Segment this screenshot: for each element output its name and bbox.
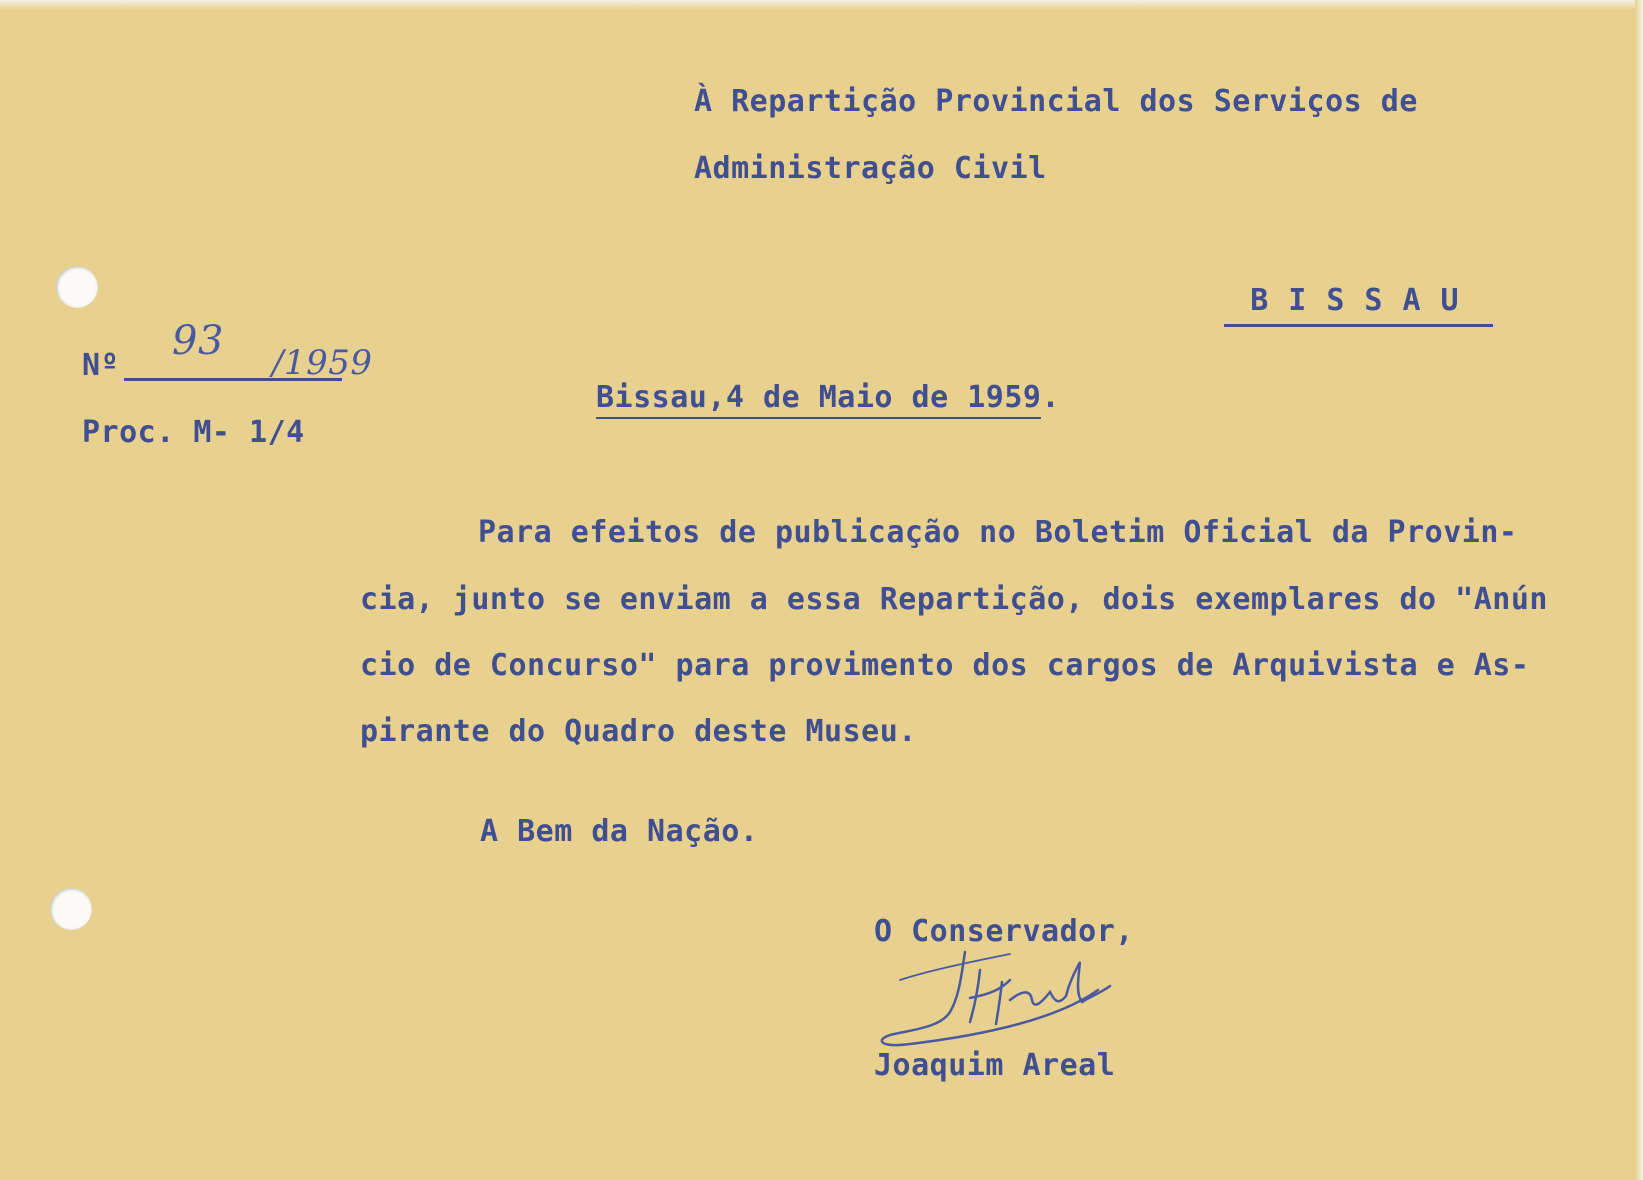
paper-right-edge <box>1635 0 1643 1180</box>
date-text: Bissau,4 de Maio de 1959 <box>596 380 1041 419</box>
closing-salutation: A Bem da Nação. <box>480 814 759 849</box>
addressee-line-1: À Repartição Provincial dos Serviços de <box>694 84 1418 119</box>
reference-process: Proc. M- 1/4 <box>82 415 305 450</box>
reference-number-year: /1959 <box>272 343 373 383</box>
body-line-4: pirante do Quadro deste Museu. <box>360 714 917 749</box>
signer-title: O Conservador, <box>874 914 1134 949</box>
addressee-city <box>1150 248 1493 353</box>
body-line-2: cia, junto se enviam a essa Repartição, dois exemplares do "Anún <box>360 582 1548 617</box>
addressee-line-2: Administração Civil <box>694 151 1047 186</box>
paper-top-edge <box>0 0 1643 10</box>
reference-number-prefix: Nº <box>82 348 120 383</box>
signer-name: Joaquim Areal <box>874 1048 1116 1083</box>
date-line <box>596 380 1060 415</box>
body-line-1: Para efeitos de publicação no Boletim Oficial da Provin- <box>478 515 1518 550</box>
body-line-3: cio de Concurso" para provimento dos cargos de Arquivista e As- <box>360 648 1530 683</box>
punch-hole-top <box>56 266 98 308</box>
reference-number-handwritten: 93 <box>172 318 224 364</box>
date-period: . <box>1041 380 1061 415</box>
addressee-city-text: BISSAU <box>1224 283 1492 327</box>
punch-hole-bottom <box>50 888 92 930</box>
